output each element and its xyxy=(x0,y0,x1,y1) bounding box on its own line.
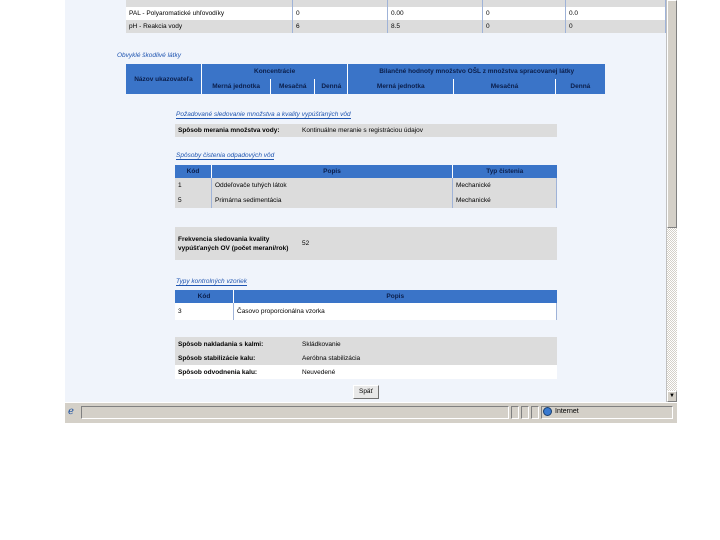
table-row xyxy=(126,0,666,7)
dangerous-substances-table xyxy=(126,64,605,94)
page-icon: ℯ xyxy=(68,406,74,417)
samples-title: Typy kontrolných vzoriek xyxy=(176,278,248,285)
table-row: pH - Reakcia vody 6 8.5 0 0 xyxy=(126,20,666,33)
header-daily: Denná xyxy=(555,79,605,94)
pollutants-table xyxy=(126,0,666,33)
status-cell xyxy=(511,406,519,419)
header-name: Názov ukazovateľa xyxy=(126,64,201,94)
scrollbar-thumb[interactable] xyxy=(667,0,677,228)
header-monthly: Mesačná xyxy=(271,79,315,94)
treatment-title: Spôsoby čistenia odpadových vôd xyxy=(176,152,275,159)
table-row: 1 Oddeľovače tuhých látok Mechanické xyxy=(175,178,557,193)
dangerous-substances-title: Obvyklé škodlivé látky xyxy=(117,52,181,59)
status-cell xyxy=(531,406,539,419)
table-row: Spôsob odvodnenia kalu: Neuvedené xyxy=(175,365,557,379)
header-unit: Merná jednotka xyxy=(348,79,454,94)
header-daily: Denná xyxy=(315,79,348,94)
header-code: Kód xyxy=(175,165,212,178)
table-row: 5 Primárna sedimentácia Mechanické xyxy=(175,193,557,208)
frequency-label: Frekvencia sledovania kvality vypúšťaných OV (počet meraní/rok) xyxy=(175,227,299,260)
header-type: Typ čistenia xyxy=(453,165,557,178)
header-description: Popis xyxy=(234,290,557,303)
header-balance: Bilančné hodnoty množstvo OŠL z množstva spracovanej látky xyxy=(348,64,605,79)
header-unit: Merná jednotka xyxy=(201,79,270,94)
monitoring-table xyxy=(175,124,557,137)
monitoring-title: Požadované sledovanie množstva a kvality vypúšťaných vôd xyxy=(176,111,351,118)
globe-icon xyxy=(543,407,552,416)
scroll-down-arrow-icon[interactable]: ▼ xyxy=(667,391,677,402)
page-content xyxy=(65,0,666,402)
status-bar xyxy=(65,402,677,423)
table-row xyxy=(175,227,557,260)
zone-label: Internet xyxy=(555,408,579,415)
header-description: Popis xyxy=(212,165,453,178)
monitoring-value: Kontinuálne meranie s registráciou údajov xyxy=(299,124,557,137)
treatment-table xyxy=(175,165,557,208)
sludge-table xyxy=(175,337,557,379)
status-cell xyxy=(521,406,529,419)
back-button[interactable]: Späť xyxy=(353,385,379,399)
browser-window xyxy=(65,0,677,423)
table-row: PAL - Polyaromatické uhľovodíky 0 0.00 0 0.0 xyxy=(126,7,666,20)
table-row xyxy=(175,124,557,137)
status-cell xyxy=(81,406,509,419)
table-row: Spôsob stabilizácie kalu: Aeróbna stabilizácia xyxy=(175,351,557,365)
samples-table xyxy=(175,290,557,320)
frequency-value: 52 xyxy=(299,227,557,260)
header-monthly: Mesačná xyxy=(454,79,556,94)
table-row: 3 Časovo proporcionálna vzorka xyxy=(175,303,557,320)
table-row: Spôsob nakladania s kalmi: Skládkovanie xyxy=(175,337,557,351)
vertical-scrollbar[interactable] xyxy=(666,0,677,402)
monitoring-label: Spôsob merania množstva vody: xyxy=(175,124,299,137)
header-concentration: Koncentrácie xyxy=(201,64,347,79)
frequency-table xyxy=(175,227,557,260)
header-code: Kód xyxy=(175,290,234,303)
